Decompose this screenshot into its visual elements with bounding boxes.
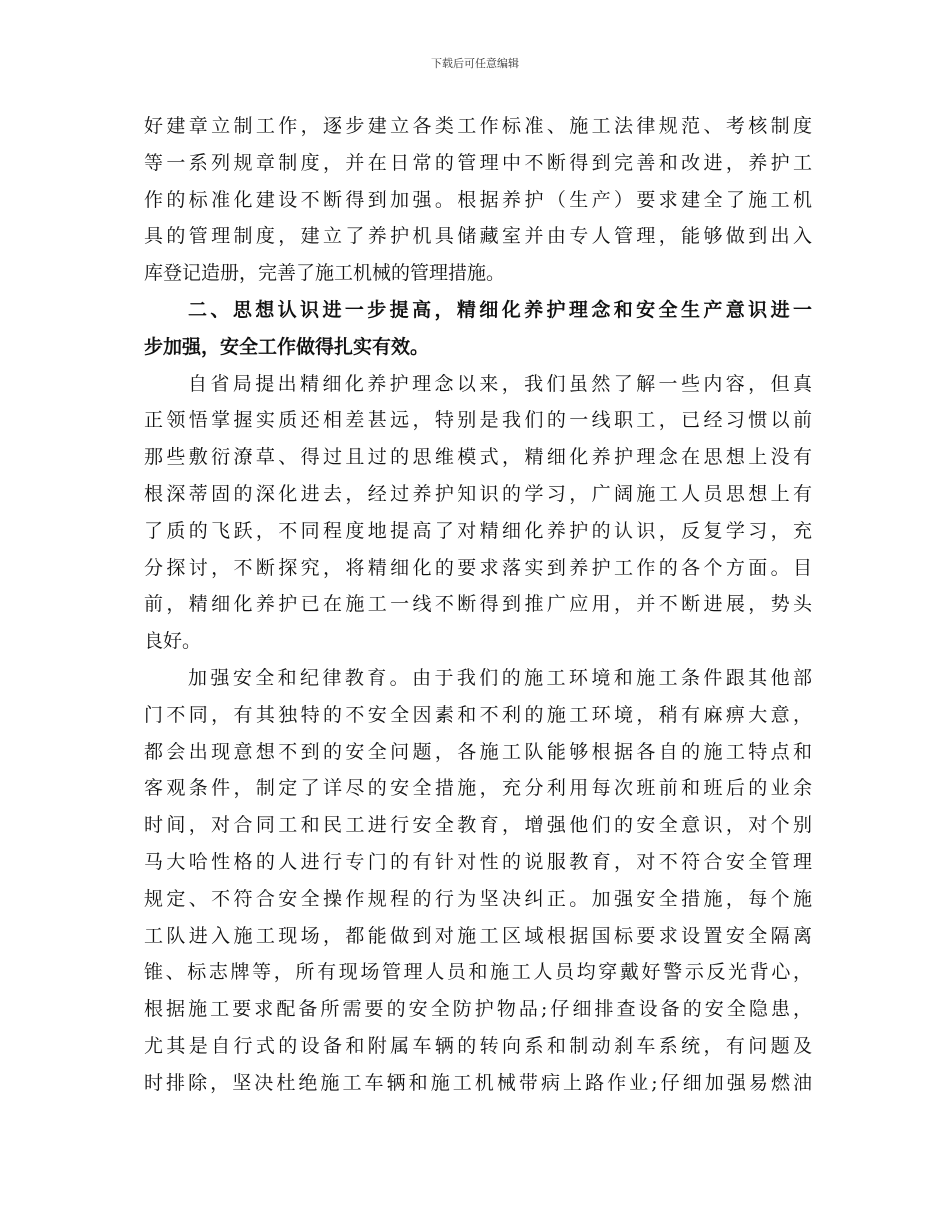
body-text (144, 108, 812, 1102)
text-line: 门不同，有其独特的不安全因素和不利的施工环境，稍有麻痹大意， (144, 703, 812, 726)
text-line: 库登记造册，完善了施工机械的管理措施。 (144, 262, 506, 285)
text-line: 工队进入施工现场，都能做到对施工区域根据国标要求设置安全隔离 (144, 924, 812, 947)
text-line: 了质的飞跃，不同程度地提高了对精细化养护的认识，反复学习，充 (144, 519, 812, 542)
text-line: 根深蒂固的深化进去，经过养护知识的学习，广阔施工人员思想上有 (144, 482, 812, 505)
text-line: 好建章立制工作，逐步建立各类工作标准、施工法律规范、考核制度 (144, 115, 812, 137)
text-line: 正领悟掌握实质还相差甚远，特别是我们的一线职工，已经习惯以前 (144, 409, 812, 432)
text-line: 前，精细化养护已在施工一线不断得到推广应用，并不断进展，势头 (144, 593, 812, 616)
text-line: 作的标准化建设不断得到加强。根据养护（生产）要求建全了施工机 (144, 188, 812, 211)
text-line: 自省局提出精细化养护理念以来，我们虽然了解一些内容，但真 (188, 372, 812, 395)
text-line: 根据施工要求配备所需要的安全防护物品;仔细排查设备的安全隐患， (144, 998, 812, 1021)
text-line: 马大哈性格的人进行专门的有针对性的说服教育，对不符合安全管理 (144, 850, 812, 873)
text-line: 分探讨，不断探究，将精细化的要求落实到养护工作的各个方面。目 (144, 556, 812, 579)
text-line: 等一系列规章制度，并在日常的管理中不断得到完善和改进，养护工 (144, 151, 812, 174)
text-line: 锥、标志牌等，所有现场管理人员和施工人员均穿戴好警示反光背心， (144, 961, 812, 984)
section-heading-line: 步加强，安全工作做得扎实有效。 (144, 335, 430, 358)
text-line: 具的管理制度，建立了养护机具储藏室并由专人管理，能够做到出入 (144, 225, 812, 248)
text-line: 时排除，坚决杜绝施工车辆和施工机械带病上路作业;仔细加强易燃油 (144, 1071, 812, 1094)
text-line: 规定、不符合安全操作规程的行为坚决纠正。加强安全措施，每个施 (144, 887, 812, 910)
text-line: 那些敷衍潦草、得过且过的思维模式，精细化养护理念在思想上没有 (144, 446, 812, 469)
text-line: 时间，对合同工和民工进行安全教育，增强他们的安全意识，对个别 (144, 814, 812, 837)
text-line: 尤其是自行式的设备和附属车辆的转向系和制动刹车系统，有问题及 (144, 1034, 812, 1057)
text-line: 加强安全和纪律教育。由于我们的施工环境和施工条件跟其他部 (188, 666, 812, 689)
text-line: 都会出现意想不到的安全问题，各施工队能够根据各自的施工特点和 (144, 740, 812, 763)
section-heading-line: 二、思想认识进一步提高，精细化养护理念和安全生产意识进一 (188, 298, 812, 321)
text-line: 良好。 (144, 630, 202, 653)
page-header: 下载后可任意编辑 (431, 57, 519, 70)
text-line: 客观条件，制定了详尽的安全措施，充分利用每次班前和班后的业余 (144, 777, 812, 800)
